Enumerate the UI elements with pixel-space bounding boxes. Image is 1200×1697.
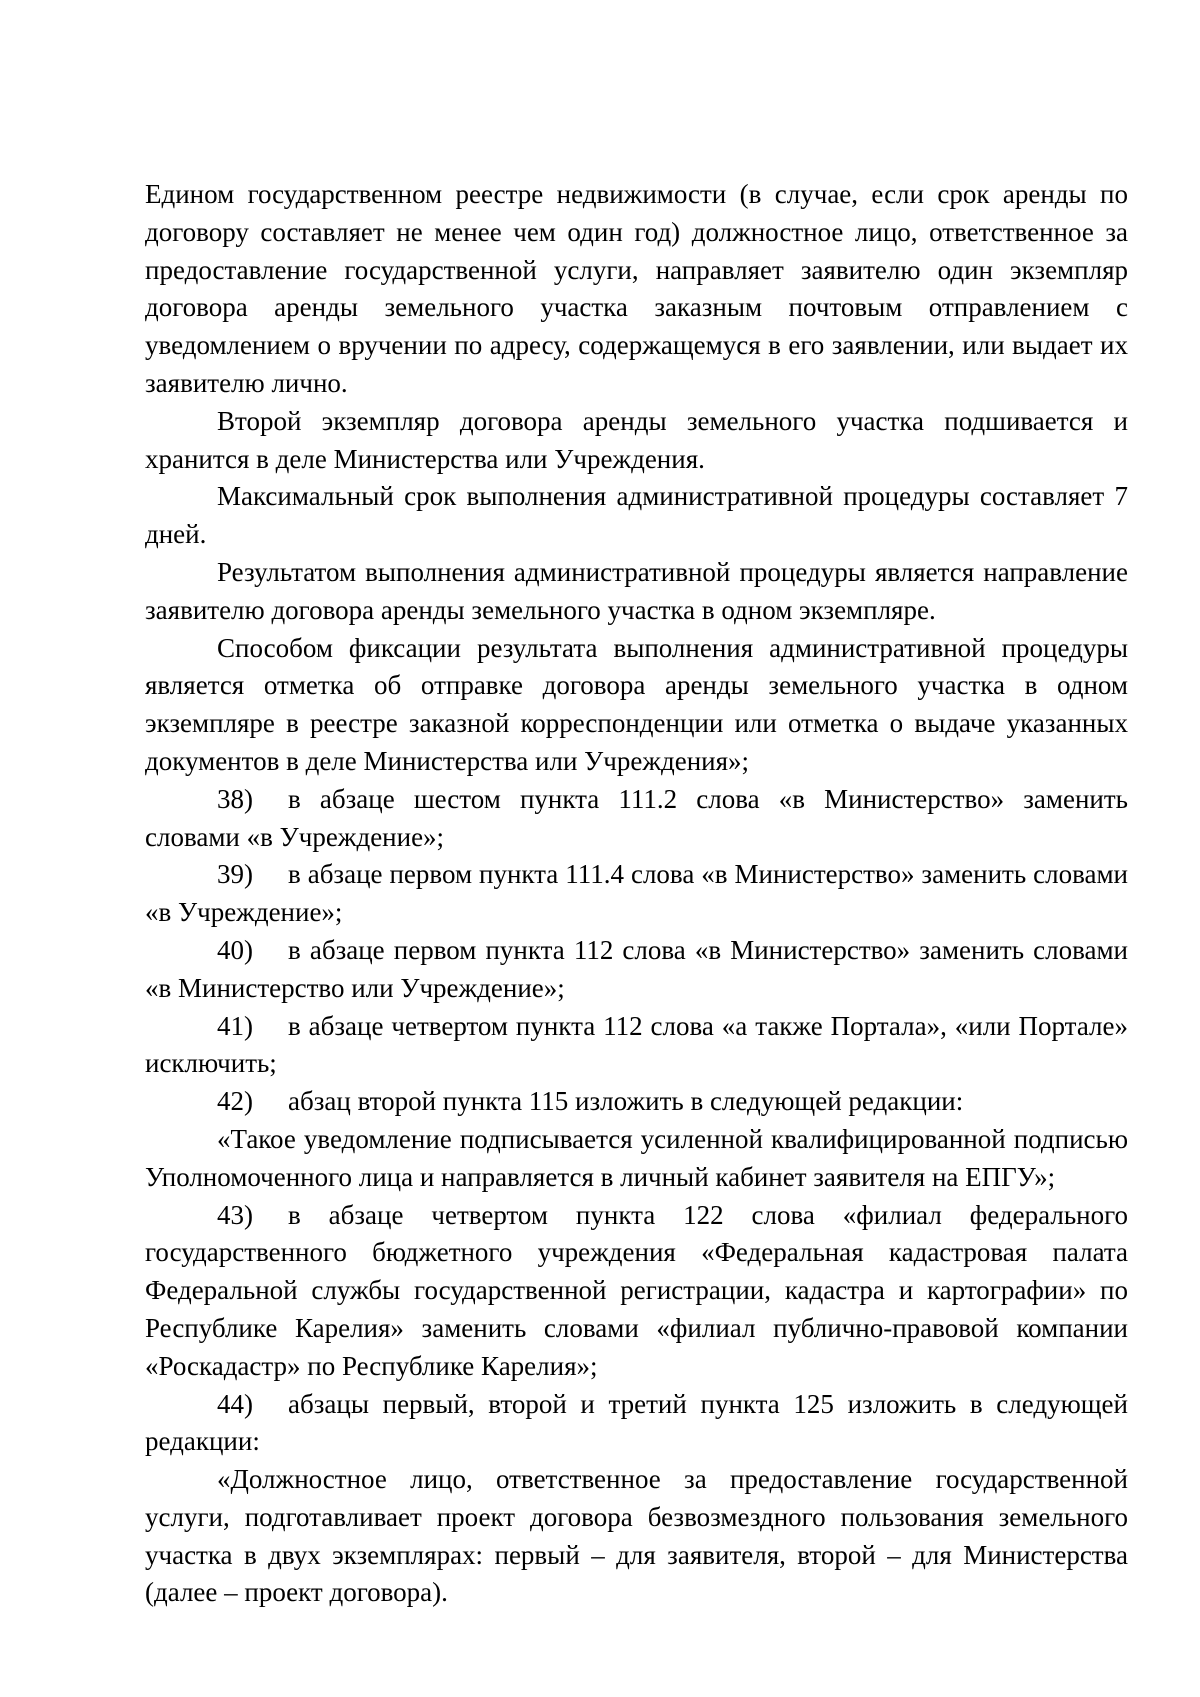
paragraph-quote-official: «Должностное лицо, ответственное за предоставление государственной услуги, подготавливает проект договора безвозмездного пользования земельного участка в двух экземплярах: первый – для заявителя, второй – для Министерства (далее – проект договора). <box>145 1464 1128 1608</box>
item-number: 42) <box>217 1086 253 1117</box>
item-number: 40) <box>217 934 253 965</box>
item-text: в абзаце четвертом пункта 112 слова «а также Портала», «или Портале» исключить; <box>145 1010 1128 1079</box>
paragraph-max-term: Максимальный срок выполнения административной процедуры составляет 7 дней. <box>145 481 1128 550</box>
list-item-38 <box>145 781 1128 857</box>
paragraph-fixation: Способом фиксации результата выполнения административной процедуры является отметка об отправке договора аренды земельного участка в одном экземпляре в реестре заказной корреспонденции или отметка о выдаче указанных документов в деле Министерства или Учреждения»; <box>145 632 1128 776</box>
item-text: абзац второй пункта 115 изложить в следующей редакции: <box>288 1086 964 1117</box>
document-page <box>145 176 1128 1612</box>
list-item-43 <box>145 1197 1128 1386</box>
list-item-40 <box>145 932 1128 1008</box>
item-number: 43) <box>217 1199 253 1230</box>
paragraph-result: Результатом выполнения административной процедуры является направление заявителю договора аренды земельного участка в одном экземпляре. <box>145 556 1128 625</box>
item-text: в абзаце шестом пункта 111.2 слова «в Министерство» заменить словами «в Учреждение»; <box>145 783 1128 852</box>
list-item-42 <box>145 1083 1128 1121</box>
paragraph-continuation: Едином государственном реестре недвижимости (в случае, если срок аренды по договору составляет не менее чем один год) должностное лицо, ответственное за предоставление государственной услуги, направляет заявителю один экземпляр договора аренды земельного участка заказным почтовым отправлением с уведомлением о вручении по адресу, содержащемуся в его заявлении, или выдает их заявителю лично. <box>145 179 1128 398</box>
item-number: 44) <box>217 1388 253 1419</box>
list-item-39 <box>145 856 1128 932</box>
item-number: 41) <box>217 1010 253 1041</box>
list-item-44 <box>145 1386 1128 1462</box>
paragraph-second-copy: Второй экземпляр договора аренды земельного участка подшивается и хранится в деле Министерства или Учреждения. <box>145 405 1128 474</box>
item-text: в абзаце первом пункта 112 слова «в Министерство» заменить словами «в Министерство или Учреждение»; <box>145 934 1128 1003</box>
item-text: в абзаце четвертом пункта 122 слова «филиал федерального государственного бюджетного учреждения «Федеральная кадастровая палата Федеральной службы государственной регистрации, кадастра и картографии» по Республике Карелия» заменить словами «филиал публично-правовой компании «Роскадастр» по Республике Карелия»; <box>145 1199 1128 1381</box>
item-text: в абзаце первом пункта 111.4 слова «в Министерство» заменить словами «в Учреждение»; <box>145 859 1128 928</box>
item-number: 39) <box>217 859 253 890</box>
paragraph-quote-notice: «Такое уведомление подписывается усиленной квалифицированной подписью Уполномоченного лица и направляется в личный кабинет заявителя на ЕПГУ»; <box>145 1123 1128 1192</box>
item-number: 38) <box>217 783 253 814</box>
item-text: абзацы первый, второй и третий пункта 125 изложить в следующей редакции: <box>145 1388 1128 1457</box>
list-item-41 <box>145 1008 1128 1084</box>
